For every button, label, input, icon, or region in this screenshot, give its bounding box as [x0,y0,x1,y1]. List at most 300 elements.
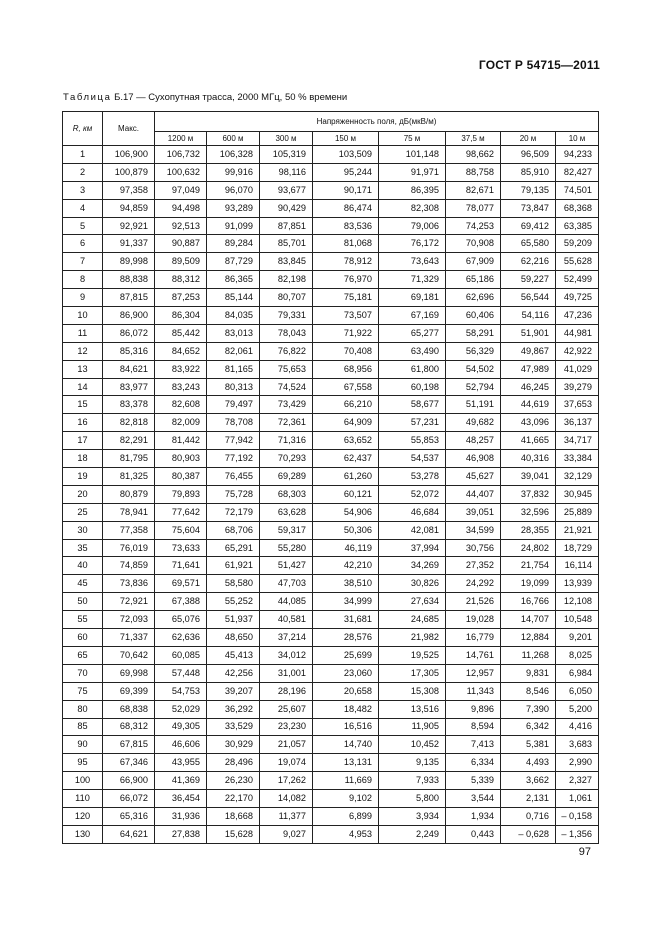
distance-cell: 1 [63,146,103,164]
table-row [63,146,599,164]
value-cell: 78,912 [313,253,379,271]
value-cell: 59,209 [556,235,599,253]
value-cell: 82,671 [446,181,501,199]
value-cell: 101,148 [379,146,446,164]
value-cell: 84,652 [155,342,207,360]
value-cell: 27,634 [379,593,446,611]
value-cell: 24,685 [379,611,446,629]
value-cell: 55,853 [379,432,446,450]
value-cell: 86,395 [379,181,446,199]
value-cell: 83,013 [207,324,260,342]
value-cell: 2,249 [379,825,446,843]
value-cell: 74,501 [556,181,599,199]
value-cell: 9,831 [501,664,556,682]
value-cell: 47,703 [260,575,313,593]
table-row [63,539,599,557]
value-cell: 86,900 [103,307,155,325]
value-cell: 70,642 [103,646,155,664]
value-cell: 54,502 [446,360,501,378]
value-cell: 31,001 [260,664,313,682]
table-row [63,521,599,539]
value-cell: 34,269 [379,557,446,575]
value-cell: 34,999 [313,593,379,611]
caption-label: Таблица [63,92,112,103]
distance-cell: 6 [63,235,103,253]
table-row [63,289,599,307]
table-row [63,199,599,217]
value-cell: 73,429 [260,396,313,414]
value-cell: 80,387 [155,468,207,486]
value-cell: 69,399 [103,682,155,700]
value-cell: 19,074 [260,754,313,772]
table-row [63,736,599,754]
value-cell: 30,826 [379,575,446,593]
value-cell: 34,717 [556,432,599,450]
value-cell: 11,343 [446,682,501,700]
value-cell: 52,029 [155,700,207,718]
distance-cell: 100 [63,772,103,790]
value-cell: 4,953 [313,825,379,843]
distance-cell: 30 [63,521,103,539]
value-cell: 4,493 [501,754,556,772]
value-cell: 41,665 [501,432,556,450]
value-cell: 89,284 [207,235,260,253]
value-cell: 71,641 [155,557,207,575]
value-cell: 40,581 [260,611,313,629]
value-cell: 79,135 [501,181,556,199]
value-cell: 86,474 [313,199,379,217]
value-cell: 95,244 [313,163,379,181]
value-cell: 77,192 [207,450,260,468]
value-cell: 49,305 [155,718,207,736]
value-cell: 46,606 [155,736,207,754]
value-cell: 67,815 [103,736,155,754]
value-cell: 37,832 [501,485,556,503]
page-number: 97 [578,846,591,858]
value-cell: 106,328 [207,146,260,164]
distance-cell: 80 [63,700,103,718]
value-cell: 10,452 [379,736,446,754]
table-row [63,396,599,414]
value-cell: 69,289 [260,468,313,486]
value-cell: 36,137 [556,414,599,432]
value-cell: 105,319 [260,146,313,164]
distance-cell: 15 [63,396,103,414]
col-header-height: 600 м [207,132,260,146]
value-cell: 72,093 [103,611,155,629]
value-cell: 85,316 [103,342,155,360]
value-cell: 65,277 [379,324,446,342]
value-cell: 76,970 [313,271,379,289]
value-cell: 61,921 [207,557,260,575]
value-cell: 72,361 [260,414,313,432]
value-cell: 59,317 [260,521,313,539]
value-cell: 98,116 [260,163,313,181]
value-cell: 21,526 [446,593,501,611]
col-header-distance: R, км [63,112,103,146]
value-cell: 57,231 [379,414,446,432]
value-cell: 6,984 [556,664,599,682]
value-cell: 80,707 [260,289,313,307]
value-cell: 77,642 [155,503,207,521]
value-cell: 79,006 [379,217,446,235]
value-cell: 87,253 [155,289,207,307]
value-cell: 56,544 [501,289,556,307]
value-cell: 73,836 [103,575,155,593]
value-cell: 81,068 [313,235,379,253]
value-cell: 96,509 [501,146,556,164]
col-header-height: 75 м [379,132,446,146]
value-cell: 16,516 [313,718,379,736]
value-cell: 63,490 [379,342,446,360]
value-cell: 37,214 [260,629,313,647]
value-cell: 2,327 [556,772,599,790]
value-cell: 80,903 [155,450,207,468]
value-cell: 97,358 [103,181,155,199]
value-cell: 6,342 [501,718,556,736]
distance-cell: 8 [63,271,103,289]
distance-cell: 85 [63,718,103,736]
value-cell: 88,312 [155,271,207,289]
distance-cell: 25 [63,503,103,521]
value-cell: 94,233 [556,146,599,164]
value-cell: 99,916 [207,163,260,181]
value-cell: 71,316 [260,432,313,450]
value-cell: 11,268 [501,646,556,664]
value-cell: 63,628 [260,503,313,521]
value-cell: 0,716 [501,807,556,825]
table-row [63,807,599,825]
value-cell: 67,169 [379,307,446,325]
value-cell: 37,994 [379,539,446,557]
value-cell: 3,662 [501,772,556,790]
value-cell: 31,936 [155,807,207,825]
value-cell: 87,729 [207,253,260,271]
value-cell: 34,012 [260,646,313,664]
value-cell: 100,879 [103,163,155,181]
value-cell: 44,085 [260,593,313,611]
value-cell: 65,316 [103,807,155,825]
col-header-height: 37,5 м [446,132,501,146]
value-cell: 68,838 [103,700,155,718]
value-cell: 74,859 [103,557,155,575]
distance-cell: 11 [63,324,103,342]
value-cell: 1,061 [556,790,599,808]
table-row [63,324,599,342]
col-header-height: 20 м [501,132,556,146]
value-cell: 82,427 [556,163,599,181]
value-cell: 12,957 [446,664,501,682]
value-cell: 79,497 [207,396,260,414]
value-cell: 25,607 [260,700,313,718]
distance-cell: 90 [63,736,103,754]
value-cell: 52,072 [379,485,446,503]
value-cell: 39,279 [556,378,599,396]
col-header-field-strength: Напряженность поля, дБ(мкВ/м) [155,112,599,132]
value-cell: 63,385 [556,217,599,235]
value-cell: 12,108 [556,593,599,611]
table-row [63,271,599,289]
value-cell: 3,934 [379,807,446,825]
value-cell: 43,955 [155,754,207,772]
table-row [63,593,599,611]
value-cell: 21,982 [379,629,446,647]
value-cell: 68,312 [103,718,155,736]
value-cell: 73,633 [155,539,207,557]
value-cell: 71,329 [379,271,446,289]
value-cell: 83,243 [155,378,207,396]
value-cell: 47,236 [556,307,599,325]
value-cell: 46,119 [313,539,379,557]
value-cell: 7,413 [446,736,501,754]
value-cell: – 1,356 [556,825,599,843]
value-cell: 91,971 [379,163,446,181]
distance-cell: 95 [63,754,103,772]
value-cell: 90,171 [313,181,379,199]
col-header-height: 1200 м [155,132,207,146]
value-cell: 8,025 [556,646,599,664]
value-cell: 34,599 [446,521,501,539]
value-cell: 62,636 [155,629,207,647]
value-cell: 33,384 [556,450,599,468]
value-cell: 106,900 [103,146,155,164]
value-cell: 93,289 [207,199,260,217]
value-cell: 3,544 [446,790,501,808]
distance-cell: 130 [63,825,103,843]
table-row [63,682,599,700]
distance-cell: 45 [63,575,103,593]
value-cell: 87,815 [103,289,155,307]
value-cell: 46,684 [379,503,446,521]
value-cell: 74,253 [446,217,501,235]
value-cell: 72,179 [207,503,260,521]
value-cell: 17,305 [379,664,446,682]
value-cell: 33,529 [207,718,260,736]
value-cell: 89,998 [103,253,155,271]
value-cell: 67,909 [446,253,501,271]
distance-cell: 19 [63,468,103,486]
table-row [63,754,599,772]
value-cell: 55,628 [556,253,599,271]
table-row [63,503,599,521]
value-cell: 36,454 [155,790,207,808]
value-cell: 67,388 [155,593,207,611]
value-cell: 58,291 [446,324,501,342]
table-row [63,700,599,718]
value-cell: 36,292 [207,700,260,718]
value-cell: 65,186 [446,271,501,289]
value-cell: 13,131 [313,754,379,772]
value-cell: 76,822 [260,342,313,360]
value-cell: 10,548 [556,611,599,629]
value-cell: 76,019 [103,539,155,557]
value-cell: 60,121 [313,485,379,503]
value-cell: 18,729 [556,539,599,557]
distance-cell: 120 [63,807,103,825]
value-cell: 90,429 [260,199,313,217]
value-cell: 11,905 [379,718,446,736]
table-row [63,253,599,271]
distance-cell: 7 [63,253,103,271]
value-cell: 68,956 [313,360,379,378]
table-row [63,557,599,575]
value-cell: 0,443 [446,825,501,843]
value-cell: 83,378 [103,396,155,414]
value-cell: 78,708 [207,414,260,432]
value-cell: 88,758 [446,163,501,181]
value-cell: 63,652 [313,432,379,450]
value-cell: 68,706 [207,521,260,539]
value-cell: 19,099 [501,575,556,593]
value-cell: 30,756 [446,539,501,557]
table-row [63,718,599,736]
value-cell: 58,677 [379,396,446,414]
value-cell: 91,099 [207,217,260,235]
distance-cell: 4 [63,199,103,217]
value-cell: 67,346 [103,754,155,772]
value-cell: 79,331 [260,307,313,325]
value-cell: 54,753 [155,682,207,700]
distance-cell: 14 [63,378,103,396]
value-cell: 86,365 [207,271,260,289]
value-cell: 6,334 [446,754,501,772]
value-cell: 69,571 [155,575,207,593]
value-cell: 60,406 [446,307,501,325]
value-cell: 51,901 [501,324,556,342]
distance-cell: 35 [63,539,103,557]
value-cell: 82,009 [155,414,207,432]
table-row [63,360,599,378]
value-cell: 12,884 [501,629,556,647]
value-cell: 17,262 [260,772,313,790]
value-cell: 44,619 [501,396,556,414]
value-cell: 53,278 [379,468,446,486]
value-cell: 16,114 [556,557,599,575]
table-row [63,432,599,450]
value-cell: 55,252 [207,593,260,611]
value-cell: 51,937 [207,611,260,629]
value-cell: 90,887 [155,235,207,253]
distance-cell: 5 [63,217,103,235]
value-cell: 19,028 [446,611,501,629]
value-cell: 62,696 [446,289,501,307]
value-cell: 70,908 [446,235,501,253]
distance-cell: 10 [63,307,103,325]
value-cell: 57,448 [155,664,207,682]
value-cell: 69,998 [103,664,155,682]
table-row [63,485,599,503]
field-strength-table [62,111,599,844]
value-cell: 93,677 [260,181,313,199]
value-cell: 76,172 [379,235,446,253]
value-cell: 94,498 [155,199,207,217]
value-cell: 65,291 [207,539,260,557]
value-cell: 80,879 [103,485,155,503]
value-cell: 77,358 [103,521,155,539]
value-cell: 85,910 [501,163,556,181]
value-cell: 65,580 [501,235,556,253]
value-cell: 82,198 [260,271,313,289]
value-cell: 84,035 [207,307,260,325]
value-cell: 62,216 [501,253,556,271]
value-cell: 24,292 [446,575,501,593]
value-cell: 32,596 [501,503,556,521]
value-cell: 19,525 [379,646,446,664]
value-cell: 85,442 [155,324,207,342]
value-cell: 45,627 [446,468,501,486]
value-cell: 72,921 [103,593,155,611]
value-cell: 82,291 [103,432,155,450]
value-cell: 73,847 [501,199,556,217]
value-cell: 13,939 [556,575,599,593]
table-caption [63,92,347,103]
value-cell: 5,800 [379,790,446,808]
value-cell: 7,390 [501,700,556,718]
distance-cell: 9 [63,289,103,307]
value-cell: 6,899 [313,807,379,825]
value-cell: 9,896 [446,700,501,718]
value-cell: 28,496 [207,754,260,772]
value-cell: 77,942 [207,432,260,450]
value-cell: 51,191 [446,396,501,414]
value-cell: 49,725 [556,289,599,307]
value-cell: 83,845 [260,253,313,271]
value-cell: 83,922 [155,360,207,378]
col-header-height: 300 м [260,132,313,146]
value-cell: 67,558 [313,378,379,396]
value-cell: 97,049 [155,181,207,199]
value-cell: 14,082 [260,790,313,808]
value-cell: 5,200 [556,700,599,718]
value-cell: 44,407 [446,485,501,503]
table-row [63,163,599,181]
value-cell: 30,929 [207,736,260,754]
col-header-height: 10 м [556,132,599,146]
value-cell: 39,041 [501,468,556,486]
caption-text: Б.17 — Сухопутная трасса, 2000 МГц, 50 % времени [111,92,348,103]
value-cell: 8,546 [501,682,556,700]
value-cell: 70,408 [313,342,379,360]
value-cell: 42,210 [313,557,379,575]
value-cell: 92,921 [103,217,155,235]
value-cell: 106,732 [155,146,207,164]
value-cell: 28,355 [501,521,556,539]
value-cell: 56,329 [446,342,501,360]
value-cell: 71,922 [313,324,379,342]
value-cell: 52,499 [556,271,599,289]
value-cell: 82,818 [103,414,155,432]
value-cell: 68,368 [556,199,599,217]
value-cell: 31,681 [313,611,379,629]
value-cell: 5,381 [501,736,556,754]
table-row [63,307,599,325]
value-cell: 71,337 [103,629,155,647]
table-row [63,772,599,790]
value-cell: 54,537 [379,450,446,468]
value-cell: 51,427 [260,557,313,575]
value-cell: 54,906 [313,503,379,521]
value-cell: 23,060 [313,664,379,682]
value-cell: 103,509 [313,146,379,164]
table-row [63,629,599,647]
value-cell: 81,442 [155,432,207,450]
value-cell: 64,909 [313,414,379,432]
distance-cell: 110 [63,790,103,808]
value-cell: 30,945 [556,485,599,503]
value-cell: 82,608 [155,396,207,414]
distance-cell: 50 [63,593,103,611]
value-cell: 81,325 [103,468,155,486]
